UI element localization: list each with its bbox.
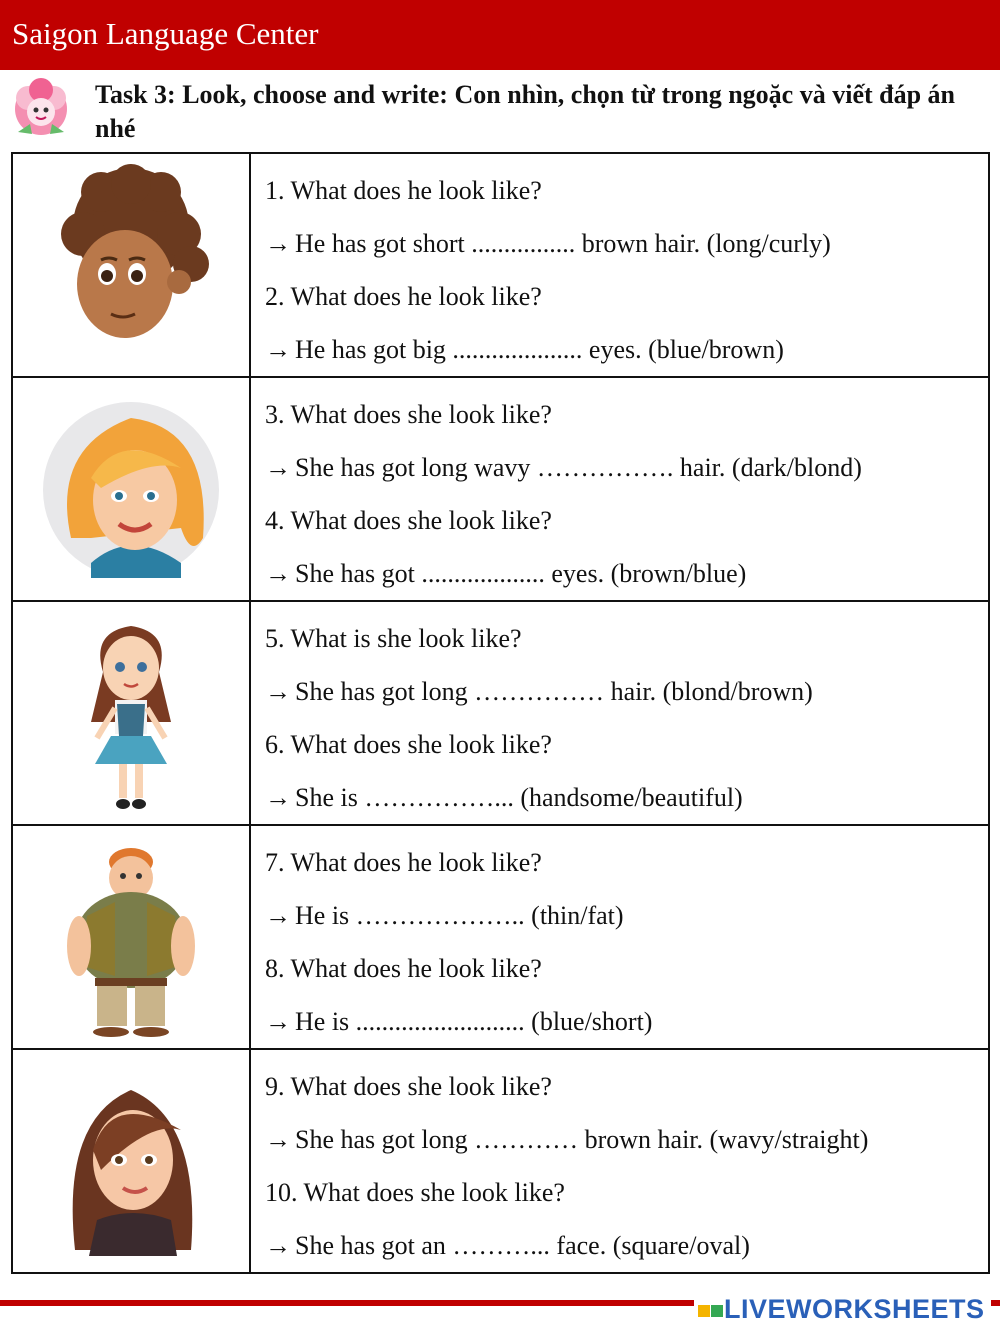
- image-cell: [12, 377, 250, 601]
- answer-text[interactable]: She is ……………... (handsome/beautiful): [295, 783, 743, 812]
- arrow-icon: →: [265, 229, 291, 258]
- question-line: 5. What is she look like?: [265, 624, 522, 653]
- girl-in-dress-illustration: [31, 612, 231, 816]
- arrow-icon: →: [265, 677, 291, 706]
- arrow-icon: →: [265, 1007, 291, 1036]
- question-cell: [250, 601, 989, 825]
- answer-line: [265, 665, 988, 718]
- answer-text[interactable]: She has got ................... eyes. (brown/blue): [295, 559, 747, 588]
- arrow-icon: →: [265, 783, 291, 812]
- arrow-icon: →: [265, 1125, 291, 1154]
- table-row: [12, 153, 989, 377]
- arrow-icon: →: [265, 901, 291, 930]
- answer-line: [265, 771, 988, 824]
- arrow-icon: →: [265, 559, 291, 588]
- question-cell: [250, 377, 989, 601]
- logo-square-icon: [711, 1305, 723, 1317]
- blonde-woman-illustration: [31, 388, 231, 592]
- answer-text[interactable]: She has got an ………... face. (square/oval): [295, 1231, 750, 1260]
- liveworksheets-logo[interactable]: [694, 1294, 991, 1324]
- logo-text: LIVEWORKSHEETS: [724, 1294, 985, 1324]
- question-cell: [250, 825, 989, 1049]
- answer-text[interactable]: He is ……………….. (thin/fat): [295, 901, 624, 930]
- question-cell: [250, 1049, 989, 1273]
- table-row: [12, 825, 989, 1049]
- logo-square-icon: [698, 1305, 710, 1317]
- answer-line: [265, 1113, 988, 1166]
- question-line: 10. What does she look like?: [265, 1178, 565, 1207]
- task-title: Task 3: Look, choose and write: Con nhìn, chọn từ trong ngoặc và viết đáp án nhé: [95, 80, 956, 143]
- brown-hair-woman-illustration: [31, 1060, 231, 1264]
- answer-text[interactable]: He has got short ................ brown hair. (long/curly): [295, 229, 831, 258]
- answer-line: [265, 323, 988, 376]
- question-line: 1. What does he look like?: [265, 176, 542, 205]
- header-bar: [0, 0, 1000, 70]
- question-line: 6. What does she look like?: [265, 730, 552, 759]
- question-line: 2. What does he look like?: [265, 282, 542, 311]
- question-line: 8. What does he look like?: [265, 954, 542, 983]
- arrow-icon: →: [265, 453, 291, 482]
- answer-line: [265, 1219, 988, 1272]
- answer-text[interactable]: She has got long ………… brown hair. (wavy/straight): [295, 1125, 869, 1154]
- table-row: [12, 1049, 989, 1273]
- answer-line: [265, 547, 988, 600]
- arrow-icon: →: [265, 1231, 291, 1260]
- question-line: 7. What does he look like?: [265, 848, 542, 877]
- question-line: 3. What does she look like?: [265, 400, 552, 429]
- answer-line: [265, 889, 988, 942]
- table-row: [12, 601, 989, 825]
- answer-line: [265, 995, 988, 1048]
- arrow-icon: →: [265, 335, 291, 364]
- answer-text[interactable]: He has got big .................... eyes. (blue/brown): [295, 335, 784, 364]
- header-title: Saigon Language Center: [12, 16, 319, 51]
- answer-text[interactable]: He is .......................... (blue/short): [295, 1007, 653, 1036]
- curly-boy-illustration: [31, 164, 231, 368]
- image-cell: [12, 153, 250, 377]
- fat-man-illustration: [31, 836, 231, 1040]
- answer-text[interactable]: She has got long wavy ……………. hair. (dark/blond): [295, 453, 862, 482]
- worksheet-table: [11, 152, 990, 1274]
- image-cell: [12, 1049, 250, 1273]
- image-cell: [12, 825, 250, 1049]
- answer-text[interactable]: She has got long …………… hair. (blond/brown): [295, 677, 813, 706]
- image-cell: [12, 601, 250, 825]
- question-line: 4. What does she look like?: [265, 506, 552, 535]
- question-line: 9. What does she look like?: [265, 1072, 552, 1101]
- answer-line: [265, 441, 988, 494]
- flower-icon: [8, 76, 74, 142]
- answer-line: [265, 217, 988, 270]
- question-cell: [250, 153, 989, 377]
- table-row: [12, 377, 989, 601]
